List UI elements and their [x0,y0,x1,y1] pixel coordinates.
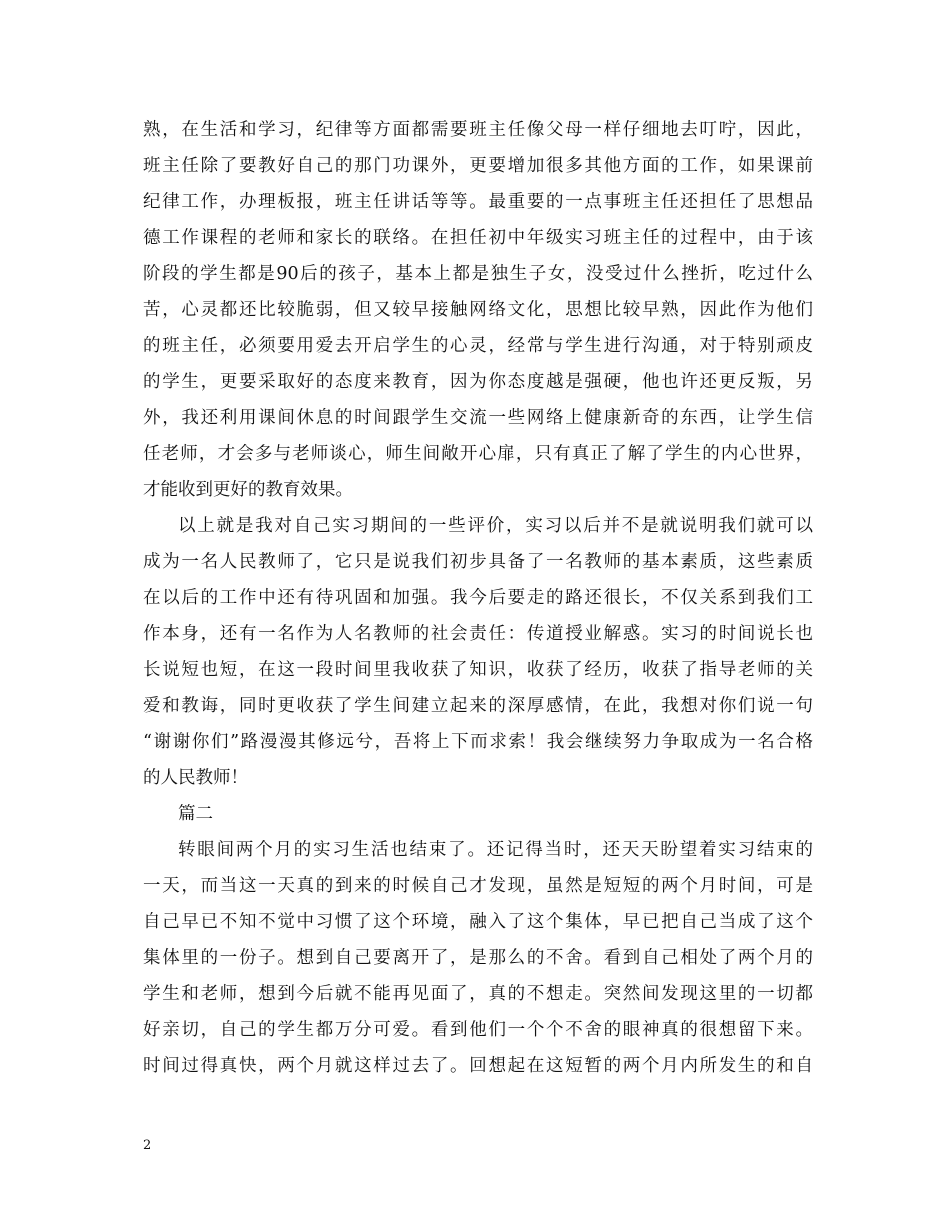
text-line: 在以后的工作中还有待巩固和加强。我今后要走的路还很长，不仅关系到我们工 [143,588,813,608]
text-line: 才能收到更好的教育效果。 [143,480,353,500]
text-line: 以上就是我对自己实习期间的一些评价，实习以后并不是就说明我们就可以 [178,516,813,536]
text-line: “谢谢你们”路漫漫其修远兮，吾将上下而求索！我会继续努力争取成为一名合格 [143,732,813,752]
text-line: 熟，在生活和学习，纪律等方面都需要班主任像父母一样仔细地去叮咛，因此， [143,120,813,140]
text-line: 班主任除了要教好自己的那门功课外，更要增加很多其他方面的工作，如果课前 [143,156,813,176]
text-line: 的班主任，必须要用爱去开启学生的心灵，经常与学生进行沟通，对于特别顽皮 [143,336,813,356]
document-body [143,112,813,1084]
text-line: 好亲切，自己的学生都万分可爱。看到他们一个个不舍的眼神真的很想留下来。 [143,1020,813,1040]
section-title: 篇二 [178,804,213,824]
text-line: 的人民教师！ [143,768,248,788]
text-line: 任老师，才会多与老师谈心，师生间敞开心扉，只有真正了解了学生的内心世界， [143,444,813,464]
paragraph-second-essay [143,832,813,1084]
text-line: 外，我还利用课间休息的时间跟学生交流一些网络上健康新奇的东西，让学生信 [143,408,813,428]
text-line: 一天，而当这一天真的到来的时候自己才发现，虽然是短短的两个月时间，可是 [143,876,813,896]
text-line: 自己早已不知不觉中习惯了这个环境，融入了这个集体，早已把自己当成了这个 [143,912,813,932]
text-line: 的学生，更要采取好的态度来教育，因为你态度越是强硬，他也许还更反叛，另 [143,372,813,392]
text-line: 作本身，还有一名作为人名教师的社会责任：传道授业解惑。实习的时间说长也 [143,624,813,644]
text-line: 爱和教诲，同时更收获了学生间建立起来的深厚感情，在此，我想对你们说一句 [143,696,813,716]
text-line: 苦，心灵都还比较脆弱，但又较早接触网络文化，思想比较早熟，因此作为他们 [143,300,813,320]
text-line: 学生和老师，想到今后就不能再见面了，真的不想走。突然间发现这里的一切都 [143,984,813,1004]
text-line: 阶段的学生都是90后的孩子，基本上都是独生子女，没受过什么挫折，吃过什么 [143,264,813,284]
text-line: 转眼间两个月的实习生活也结束了。还记得当时，还天天盼望着实习结束的 [178,840,813,860]
section-heading [143,796,813,832]
text-line: 时间过得真快，两个月就这样过去了。回想起在这短暂的两个月内所发生的和自 [143,1056,813,1076]
text-line: 长说短也短，在这一段时间里我收获了知识，收获了经历，收获了指导老师的关 [143,660,813,680]
text-line: 纪律工作，办理板报，班主任讲话等等。最重要的一点事班主任还担任了思想品 [143,192,813,212]
text-line: 德工作课程的老师和家长的联络。在担任初中年级实习班主任的过程中，由于该 [143,228,813,248]
paragraph-summary [143,508,813,796]
page-number: 2 [143,1138,152,1153]
paragraph-continued [143,112,813,508]
text-line: 集体里的一份子。想到自己要离开了，是那么的不舍。看到自己相处了两个月的 [143,948,813,968]
text-line: 成为一名人民教师了，它只是说我们初步具备了一名教师的基本素质，这些素质 [143,552,813,572]
